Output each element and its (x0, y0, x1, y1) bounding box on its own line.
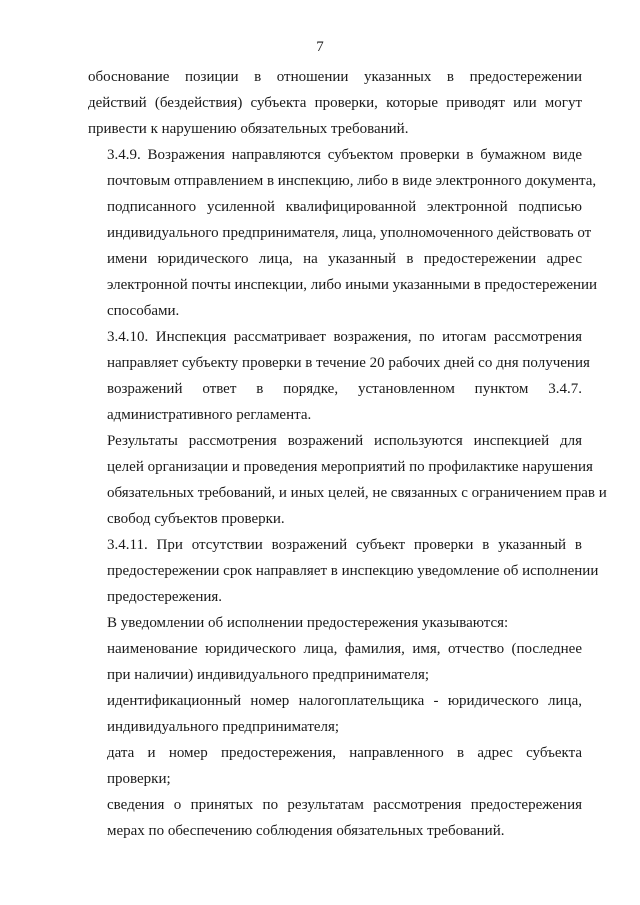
paragraph (88, 428, 607, 532)
text-line: индивидуального предпринимателя, лица, уполномоченного действовать от (107, 225, 592, 241)
text-line: предостережении срок направляет в инспекцию уведомление об исполнении (107, 563, 599, 579)
text-line: почтовым отправлением в инспекцию, либо в виде электронного документа, (107, 173, 597, 189)
text-line: направляет субъекту проверки в течение 20 рабочих дней со дня получения (107, 355, 590, 371)
text-line: сведения о принятых по результатам рассмотрения предостережения (107, 797, 582, 813)
paragraph (88, 792, 582, 844)
text-line: дата и номер предостережения, направленного в адрес субъекта (107, 745, 582, 761)
text-line: действий (бездействия) субъекта проверки, которые приводят или могут (88, 95, 582, 111)
text-line: административного регламента. (107, 407, 312, 423)
text-line: при наличии) индивидуального предпринимателя; (107, 667, 430, 683)
paragraph (88, 64, 582, 142)
paragraph (88, 636, 582, 688)
text-line: Результаты рассмотрения возражений используются инспекцией для (107, 433, 582, 449)
text-line: обязательных требований, и иных целей, не связанных с ограничением прав и (107, 485, 607, 501)
text-line: В уведомлении об исполнении предостережения указываются: (107, 615, 509, 631)
text-line: возражений ответ в порядке, установленном пунктом 3.4.7. (107, 381, 582, 397)
text-line: мерах по обеспечению соблюдения обязательных требований. (107, 823, 505, 839)
text-line: идентификационный номер налогоплательщика - юридического лица, (107, 693, 582, 709)
document-body (88, 64, 607, 844)
text-line: индивидуального предпринимателя; (107, 719, 340, 735)
paragraph (88, 142, 598, 324)
paragraph (88, 610, 582, 636)
text-line: наименование юридического лица, фамилия, имя, отчество (последнее (107, 641, 582, 657)
text-line: подписанного усиленной квалифицированной электронной подписью (107, 199, 582, 215)
paragraph (88, 688, 582, 740)
paragraph (88, 740, 582, 792)
text-line: 3.4.11. При отсутствии возражений субъект проверки в указанный в (107, 537, 582, 553)
text-line: 3.4.10. Инспекция рассматривает возражения, по итогам рассмотрения (107, 329, 582, 345)
text-line: электронной почты инспекции, либо иными указанными в предостережении (107, 277, 598, 293)
text-line: целей организации и проведения мероприятий по профилактике нарушения (107, 459, 593, 475)
paragraph (88, 324, 590, 428)
text-line: обоснование позиции в отношении указанных в предостережении (88, 69, 582, 85)
text-line: имени юридического лица, на указанный в предостережении адрес (107, 251, 582, 267)
text-line: предостережения. (107, 589, 223, 605)
text-line: способами. (107, 303, 180, 319)
text-line: привести к нарушению обязательных требований. (88, 121, 409, 137)
text-line: 3.4.9. Возражения направляются субъектом проверки в бумажном виде (107, 147, 582, 163)
text-line: свобод субъектов проверки. (107, 511, 285, 527)
text-line: проверки; (107, 771, 171, 787)
paragraph (88, 532, 599, 610)
page-number: 7 (316, 39, 324, 55)
